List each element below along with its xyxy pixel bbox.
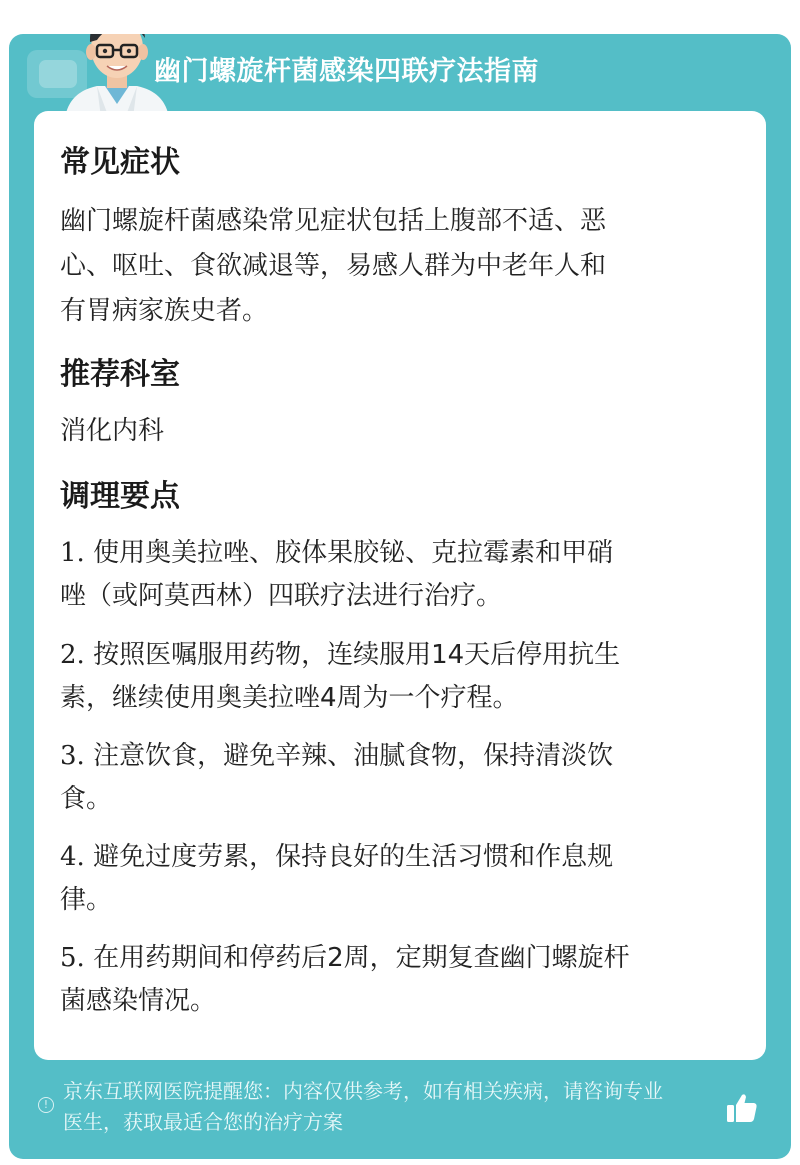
- section-title-department: 推荐科室: [60, 357, 180, 392]
- guide-card: [9, 34, 791, 1159]
- page-title: 幽门螺旋杆菌感染四联疗法指南: [154, 56, 539, 87]
- care-step-3: 3. 注意饮食，避免辛辣、油腻食物，保持清淡饮 食。: [60, 741, 614, 814]
- section-title-care: 调理要点: [60, 479, 180, 514]
- care-step-1: 1. 使用奥美拉唑、胶体果胶铋、克拉霉素和甲硝 唑（或阿莫西林）四联疗法进行治疗。: [60, 538, 614, 611]
- thumbs-up-icon[interactable]: [725, 1091, 759, 1125]
- care-step-5: 5. 在用药期间和停药后2周，定期复查幽门螺旋杆 菌感染情况。: [60, 943, 630, 1016]
- symptoms-text: 幽门螺旋杆菌感染常见症状包括上腹部不适、恶 心、呕吐、食欲减退等，易感人群为中老年人和 有胃病家族史者。: [60, 206, 607, 326]
- content-panel: [34, 111, 766, 1060]
- care-step-4: 4. 避免过度劳累，保持良好的生活习惯和作息规 律。: [60, 842, 614, 915]
- department-value: 消化内科: [60, 416, 165, 446]
- disclaimer-footer: [9, 1060, 791, 1159]
- info-icon: !: [38, 1097, 54, 1113]
- care-step-2: 2. 按照医嘱服用药物，连续服用14天后停用抗生 素，继续使用奥美拉唑4周为一个疗程。: [60, 640, 621, 713]
- section-title-symptoms: 常见症状: [60, 145, 180, 180]
- disclaimer-text: 京东互联网医院提醒您：内容仅供参考，如有相关疾病，请咨询专业 医生，获取最适合您的治疗方案: [63, 1079, 663, 1134]
